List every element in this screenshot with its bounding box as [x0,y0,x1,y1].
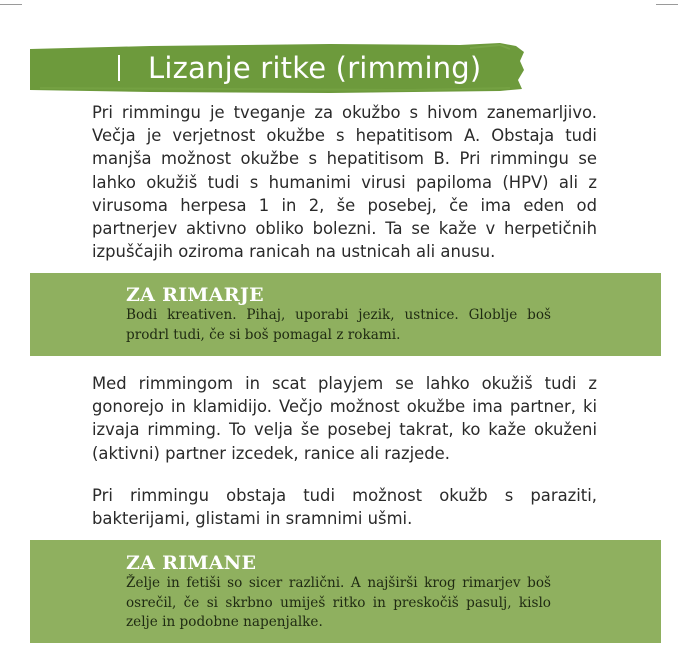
tip-title: ZA RIMANE [126,552,257,574]
page-corner-mark-right [656,4,678,5]
page-title: Lizanje ritke (rimming) [148,51,482,85]
tip-text: Želje in fetiši so sicer različni. A najširši krog rimarjev boš osrečil, če si skrbno umiješ ritko in preskočiš pasulj, kislo zelje in podobne napenjalke. [126,575,551,630]
title-banner [30,43,524,93]
title-separator-bar [118,55,120,81]
tip-box-rimarje [30,273,661,356]
paragraph-gonorrhea-chlamydia: Med rimmingom in scat playjem se lahko okužiš tudi z gonorejo in klamidijo. Večjo možnost okužbe ima partner, ki izvaja rimming. To velja še posebej takrat, ko kaže okuženi (aktivni) partner izcedek, ranice ali razjede. [92,374,597,463]
tip-title: ZA RIMARJE [126,284,264,306]
tip-text: Bodi kreativen. Pihaj, uporabi jezik, ustnice. Globlje boš prodrl tudi, če si boš pomagal z rokami. [126,307,551,343]
paragraph-parasites: Pri rimmingu obstaja tudi možnost okužb s paraziti, bakterijami, glistami in sramnimi ušmi. [92,486,597,529]
page-corner-mark-left [0,4,22,5]
tip-box-rimane [30,540,661,643]
paragraph-hiv-risk: Pri rimmingu je tveganje za okužbo s hivom zanemarljivo. Večja je verjetnost okužbe s hepatitisom A. Obstaja tudi manjša možnost okužbe s hepatitisom B. Pri rimmingu se lahko okužiš tudi s humanimi virusi papiloma (HPV) ali z virusoma herpesa 1 in 2, še posebej, če ima eden od partnerjev aktivno obliko bolezni. Ta se kaže v herpetičnih izpuščajih oziroma ranicah na ustnicah ali anusu. [92,103,597,262]
